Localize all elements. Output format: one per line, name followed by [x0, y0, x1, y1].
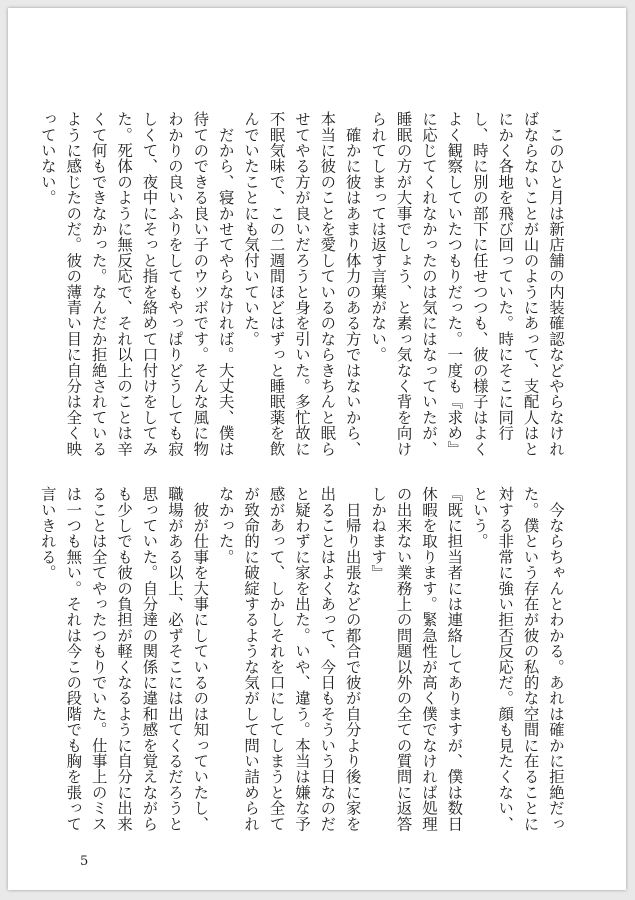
paragraph: 確かに彼はあまり体力のある方ではないから、本当に彼のことを愛しているのならきちんと眠らせてやる方が良いだろうと身を引いた。多忙故に不眠気味で、この二週間ほどはずっと睡眠薬を飲んでいたことにも気付いていた。 — [242, 111, 362, 457]
text-block-lower — [38, 486, 568, 838]
paragraph: だから、寝かせてやらなければ。大丈夫、僕は待てのできる良い子のウツボです。そんな風に物わかりの良いふりをしてもやっぱりどうしても寂しくて、夜中にそっと指を絡めて口付けをしてみた。死体のように無反応で、それ以上のことは辛くて何もできなかった。なんだか拒絶されているように感じたのだ。彼の薄青い目に自分は全く映っていない。 — [38, 111, 235, 457]
page-number: 5 — [80, 854, 89, 869]
paragraph: 今ならちゃんとわかる。あれは確かに拒絶だった。僕という存在が彼の私的な空間に在ることに対する非常に強い拒否反応だ。顔も見たくない、という。 — [470, 486, 565, 832]
paragraph: 彼が仕事を大事にしているのは知っていたし、職場がある以上、必ずそこには出てくるだろうと思っていた。自分達の関係に違和感を覚えながらも少しでも彼の負担が軽くなるように自分に出来ることは全てやったつもりでいた。仕事上のミスは一つも無い。それは今この段階でも胸を張って言いきれる。 — [38, 486, 210, 832]
paragraph: 『既に担当者には連絡してありますが、僕は数日休暇を取ります。緊急性が高く僕でなければ処理の出来ない業務上の問題以外の全ての質問に返答しかねます』 — [369, 486, 464, 832]
text-block-upper — [38, 111, 568, 463]
book-page — [8, 8, 626, 890]
paragraph: このひと月は新店舗の内装確認などやらなければならないことが山のようにあって、支配人はとにかく各地を飛び回っていた。時にそこに同行し、時に別の部下に任せつつも、彼の様子はよくよく観察していたつもりだった。一度も『求め』に応じてくれなかったのは気にはなっていたが、睡眠の方が大事でしょう、と素っ気なく背を向けられてしまっては返す言葉がない。 — [369, 111, 565, 457]
paragraph: 日帰り出張などの都合で彼が自分より後に家を出ることはよくあって、今日もそういう日なのだと疑わずに家を出た。いや、違う。本当は嫌な予感があって、しかしそれを口にしてしまうと全てが致命的に破綻するような気がして問い詰められなかった。 — [216, 486, 362, 832]
